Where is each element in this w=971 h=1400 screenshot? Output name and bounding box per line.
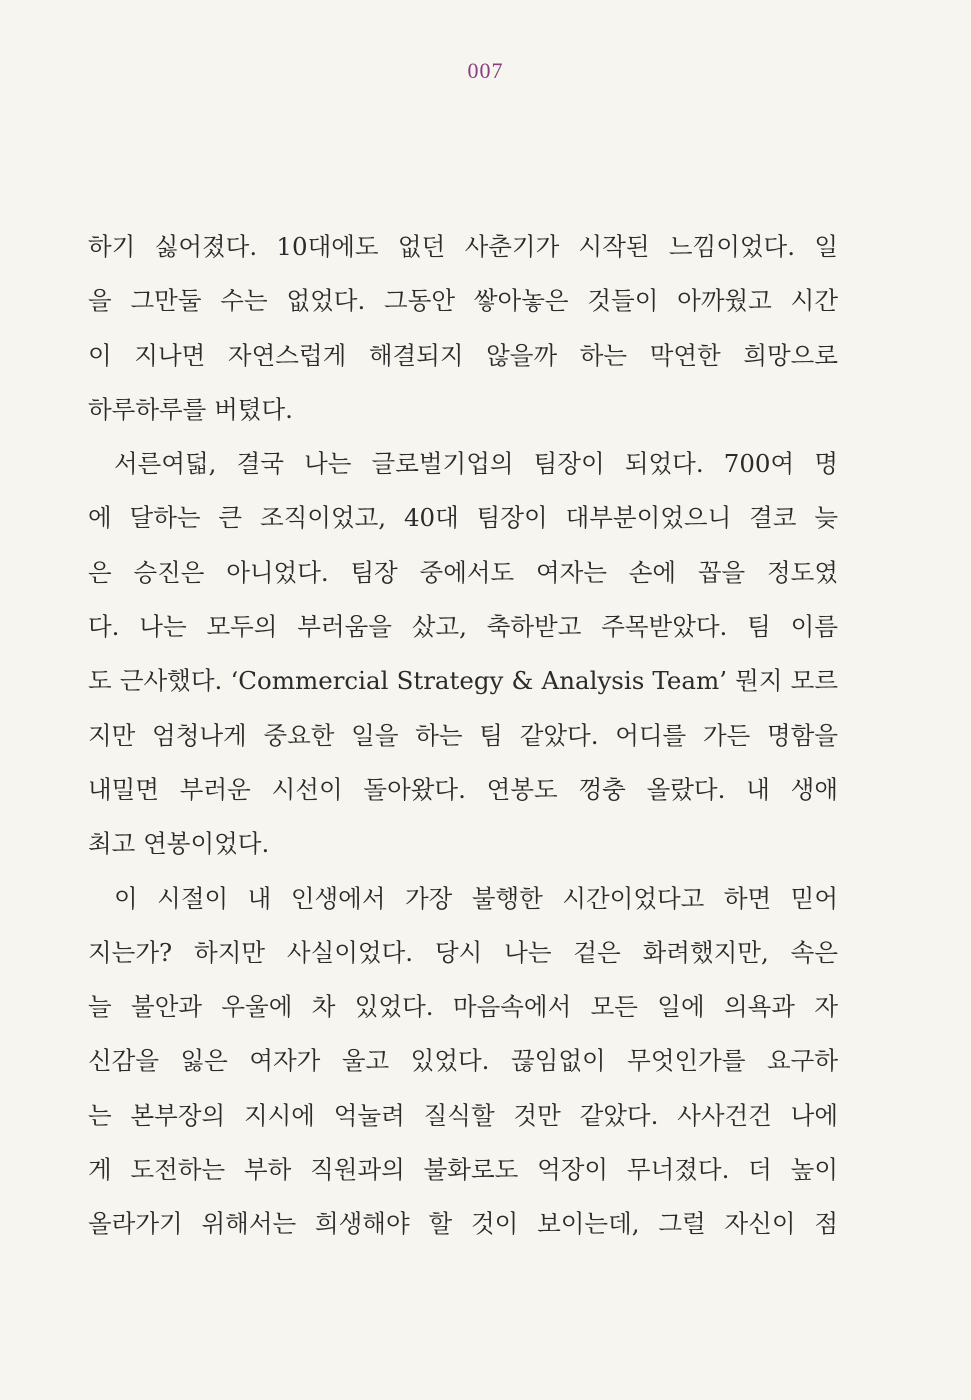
text-line: 서른여덟, 결국 나는 글로벌기업의 팀장이 되었다. 700여 명 xyxy=(114,449,838,479)
text-line: 지는가? 하지만 사실이었다. 당시 나는 겉은 화려했지만, 속은 xyxy=(88,937,838,967)
text-line: 신감을 잃은 여자가 울고 있었다. 끊임없이 무엇인가를 요구하 xyxy=(88,1046,838,1076)
body-text xyxy=(88,220,838,1252)
text-line: 다. 나는 모두의 부러움을 샀고, 축하받고 주목받았다. 팀 이름 xyxy=(88,612,838,642)
text-line: 이 시절이 내 인생에서 가장 불행한 시간이었다고 하면 믿어 xyxy=(114,883,838,913)
text-line: 에 달하는 큰 조직이었고, 40대 팀장이 대부분이었으니 결코 늦 xyxy=(88,503,838,533)
text-line: 는 본부장의 지시에 억눌려 질식할 것만 같았다. 사사건건 나에 xyxy=(88,1100,838,1130)
text-line: 은 승진은 아니었다. 팀장 중에서도 여자는 손에 꼽을 정도였 xyxy=(88,557,838,587)
text-line: 하기 싫어졌다. 10대에도 없던 사춘기가 시작된 느낌이었다. 일 xyxy=(88,232,838,261)
text-line: 이 지나면 자연스럽게 해결되지 않을까 하는 막연한 희망으로 xyxy=(88,340,838,370)
text-line: 도 근사했다. ‘Commercial Strategy & Analysis Team’ 뭔지 모르 xyxy=(88,666,838,696)
text-line: 늘 불안과 우울에 차 있었다. 마음속에서 모든 일에 의욕과 자 xyxy=(88,992,838,1022)
text-line: 내밀면 부러운 시선이 돌아왔다. 연봉도 껑충 올랐다. 내 생애 xyxy=(88,774,838,804)
page-number: 007 xyxy=(467,58,504,83)
text-line: 게 도전하는 부하 직원과의 불화로도 억장이 무너졌다. 더 높이 xyxy=(88,1155,838,1185)
text-line: 지만 엄청나게 중요한 일을 하는 팀 같았다. 어디를 가든 명함을 xyxy=(88,720,838,750)
text-line: 올라가기 위해서는 희생해야 할 것이 보이는데, 그럴 자신이 점 xyxy=(88,1209,838,1239)
text-line: 을 그만둘 수는 없었다. 그동안 쌓아놓은 것들이 아까웠고 시간 xyxy=(88,286,838,316)
text-line: 최고 연봉이었다. xyxy=(88,829,270,859)
text-line: 하루하루를 버텼다. xyxy=(88,394,293,424)
